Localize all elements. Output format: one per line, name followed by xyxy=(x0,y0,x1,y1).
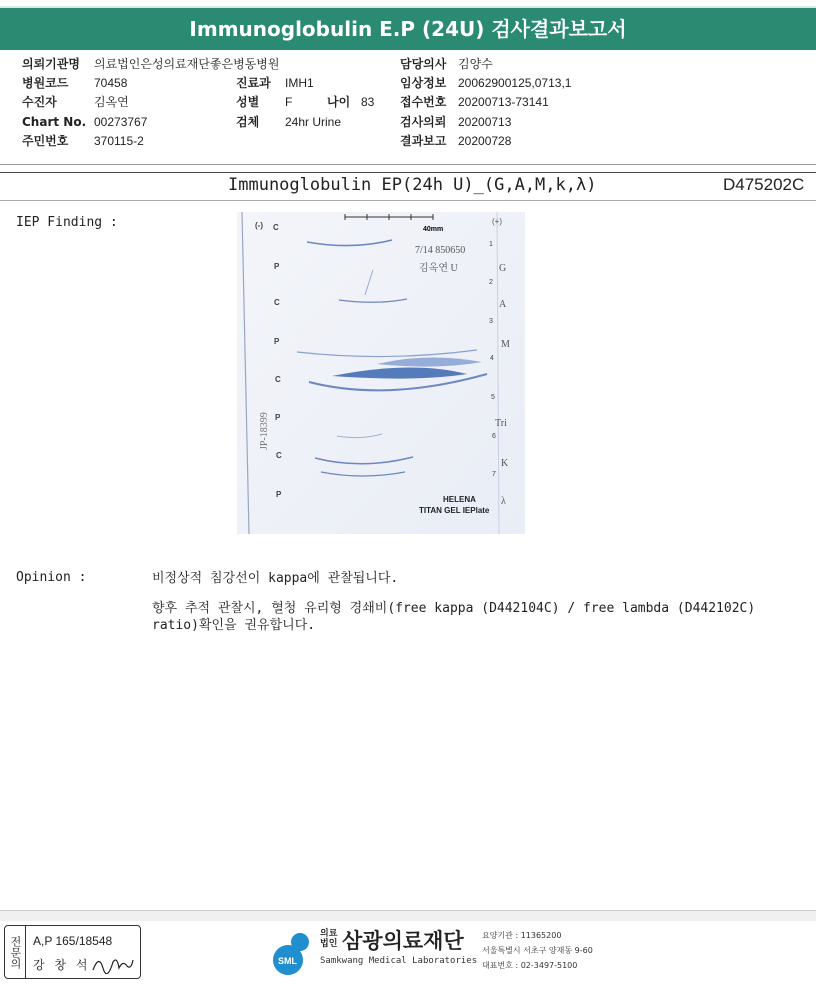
test-title: Immunoglobulin EP(24h U)_(G,A,M,k,λ) xyxy=(228,175,597,195)
gel-note: 7/14 850650 xyxy=(415,245,466,256)
org-type: 의료법인 xyxy=(320,929,338,949)
request-value: 20200713 xyxy=(458,115,512,129)
gel-number: 5 xyxy=(491,394,495,401)
clinical-value: 20062900125,0713,1 xyxy=(458,76,572,90)
report-date-label: 결과보고 xyxy=(400,134,447,148)
institution-value: 의료법인은성의료재단좋은병동병원 xyxy=(94,57,280,71)
gel-right-mark: λ xyxy=(501,496,506,507)
institution-label: 의뢰기관명 xyxy=(22,57,80,71)
sex-label: 성별 xyxy=(236,95,260,109)
gel-right-mark: A xyxy=(499,299,507,310)
opinion-text: 비정상적 침강선이 kappa에 관찰됩니다. xyxy=(152,571,399,586)
gel-left-mark: P xyxy=(275,413,281,422)
signature xyxy=(91,952,135,974)
report-title: Immunoglobulin E.P (24U) 검사결과보고서 xyxy=(0,6,816,50)
chart-label: Chart No. xyxy=(22,115,87,129)
gel-right-mark: K xyxy=(501,458,509,469)
chart-value: 00273767 xyxy=(94,115,148,129)
hospital-code-label: 병원코드 xyxy=(22,76,69,90)
gel-number: 3 xyxy=(489,318,493,325)
hospital-code-value: 70458 xyxy=(94,76,128,90)
gel-left-mark: C xyxy=(274,298,280,307)
clinical-label: 임상정보 xyxy=(400,76,447,90)
patient-label: 수진자 xyxy=(22,95,57,109)
gel-brand: TITAN GEL IEPlate xyxy=(419,506,490,515)
receipt-label: 접수번호 xyxy=(400,95,447,109)
gel-number: 2 xyxy=(489,279,493,286)
id-value: 370115-2 xyxy=(94,134,144,148)
org-address: 서울특별시 서초구 양재동 9-60 xyxy=(482,946,593,955)
dept-value: IMH1 xyxy=(285,76,314,90)
id-label: 주민번호 xyxy=(22,134,69,148)
logo-text: SML xyxy=(278,956,297,966)
specimen-label: 검체 xyxy=(236,115,260,129)
sex-value: F xyxy=(285,95,293,109)
gel-side-code: JP-18399 xyxy=(259,412,270,450)
gel-number: 6 xyxy=(492,433,496,440)
receipt-value: 20200713-73141 xyxy=(458,95,549,109)
footer-divider xyxy=(0,910,816,921)
doctor-label: 담당의사 xyxy=(400,57,447,71)
opinion-text: 향후 추적 관찰시, 혈청 유리형 경쇄비(free kappa (D442104C) / free lambda (D442102C) ratio)확인을 권유합니다. xyxy=(152,601,756,633)
gel-left-mark: (-) xyxy=(255,221,263,230)
gel-right-mark: G xyxy=(499,263,507,274)
gel-left-mark: C xyxy=(273,223,279,232)
gel-left-mark: C xyxy=(275,375,281,384)
gel-left-mark: P xyxy=(274,337,280,346)
org-phone: 대표번호 : 02-3497-5100 xyxy=(482,961,578,970)
stamp-license: A,P 165/18548 xyxy=(33,934,113,948)
stamp-name: 강 창 석 xyxy=(33,958,91,972)
signature-stamp xyxy=(4,925,141,979)
gel-number: 1 xyxy=(489,241,493,248)
gel-right-mark: (+) xyxy=(492,217,502,226)
scale-label: 40mm xyxy=(423,226,444,233)
specimen-value: 24hr Urine xyxy=(285,115,342,129)
gel-brand: HELENA xyxy=(443,495,476,504)
request-label: 검사의뢰 xyxy=(400,115,447,129)
gel-left-mark: P xyxy=(276,490,282,499)
gel-number: 7 xyxy=(492,471,496,478)
gel-left-mark: P xyxy=(274,262,280,271)
gel-left-mark: C xyxy=(276,451,282,460)
gel-number: 4 xyxy=(490,355,494,362)
age-label: 나이 xyxy=(327,95,351,109)
divider xyxy=(0,164,816,165)
age-value: 83 xyxy=(361,95,375,109)
dept-label: 진료과 xyxy=(236,76,271,90)
doctor-value: 김양수 xyxy=(458,57,493,71)
stamp-side-label: 전문의 xyxy=(5,926,26,978)
sml-logo xyxy=(270,928,318,976)
iep-gel-image xyxy=(237,212,525,534)
org-name: 삼광의료재단 xyxy=(342,929,464,953)
org-english-name: Samkwang Medical Laboratories xyxy=(320,956,478,966)
gel-note: 김옥연 U xyxy=(419,263,458,274)
opinion-label: Opinion : xyxy=(16,570,87,585)
report-date-value: 20200728 xyxy=(458,134,512,148)
test-code: D475202C xyxy=(723,175,805,194)
iep-finding-label: IEP Finding : xyxy=(16,215,118,230)
org-code: 요양기관 : 11365200 xyxy=(482,931,562,940)
divider xyxy=(0,172,816,173)
gel-right-mark: M xyxy=(501,339,510,350)
patient-value: 김옥연 xyxy=(94,95,129,109)
gel-right-mark: Tri xyxy=(495,418,507,429)
divider xyxy=(0,200,816,201)
